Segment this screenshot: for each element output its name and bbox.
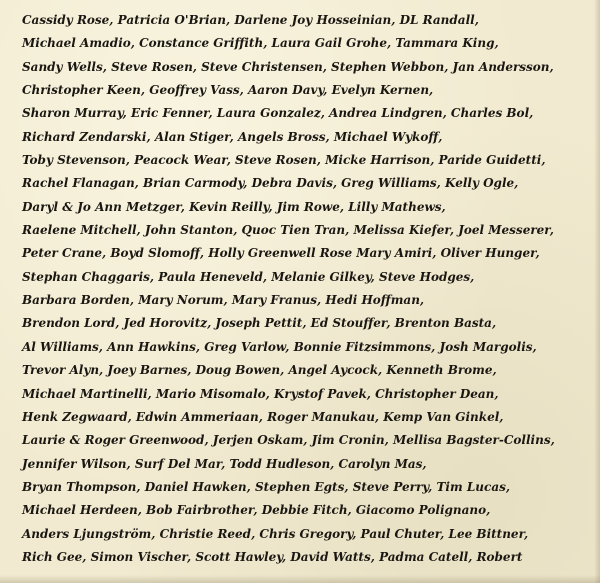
credit-line: Toby Stevenson, Peacock Wear, Steve Rosen, Micke Harrison, Paride Guidetti, bbox=[22, 153, 546, 168]
page-edge-shadow bbox=[594, 0, 600, 583]
credit-line: Cassidy Rose, Patricia O'Brian, Darlene Joy Hosseinian, DL Randall, bbox=[22, 13, 479, 27]
credit-line: Anders Ljungström, Christie Reed, Chris Gregory, Paul Chuter, Lee Bittner, bbox=[22, 526, 529, 541]
credit-line: Raelene Mitchell, John Stanton, Quoc Tien Tran, Melissa Kiefer, Joel Messerer, bbox=[22, 223, 554, 238]
page-edge-shadow bbox=[0, 575, 600, 583]
credit-line: Sandy Wells, Steve Rosen, Steve Christensen, Stephen Webbon, Jan Andersson, bbox=[22, 59, 554, 74]
credit-line: Rich Gee, Simon Vischer, Scott Hawley, David Watts, Padma Catell, Robert bbox=[22, 549, 523, 564]
credit-line: Michael Amadio, Constance Griffith, Laura Gail Grohe, Tammara King, bbox=[22, 36, 499, 51]
credit-line: Christopher Keen, Geoffrey Vass, Aaron Davy, Evelyn Kernen, bbox=[22, 83, 434, 98]
credit-line: Peter Crane, Boyd Slomoff, Holly Greenwell Rose Mary Amiri, Oliver Hunger, bbox=[22, 246, 540, 261]
credit-line: Rachel Flanagan, Brian Carmody, Debra Davis, Greg Williams, Kelly Ogle, bbox=[22, 176, 519, 191]
credit-line: Sharon Murray, Eric Fenner, Laura Gonzalez, Andrea Lindgren, Charles Bol, bbox=[22, 106, 534, 121]
credit-line: Michael Martinelli, Mario Misomalo, Krystof Pavek, Christopher Dean, bbox=[22, 386, 499, 401]
credit-line: Stephan Chaggaris, Paula Heneveld, Melanie Gilkey, Steve Hodges, bbox=[22, 269, 475, 284]
credit-line: Trevor Alyn, Joey Barnes, Doug Bowen, Angel Aycock, Kenneth Brome, bbox=[22, 363, 497, 378]
credit-line: Bryan Thompson, Daniel Hawken, Stephen Egts, Steve Perry, Tim Lucas, bbox=[22, 479, 511, 494]
credit-line: Michael Herdeen, Bob Fairbrother, Debbie Fitch, Giacomo Polignano, bbox=[22, 503, 491, 518]
credit-line: Daryl & Jo Ann Metzger, Kevin Reilly, Jim Rowe, Lilly Mathews, bbox=[22, 199, 446, 214]
credit-line: Henk Zegwaard, Edwin Ammeriaan, Roger Manukau, Kemp Van Ginkel, bbox=[22, 409, 504, 424]
credit-line: Al Williams, Ann Hawkins, Greg Varlow, Bonnie Fitzsimmons, Josh Margolis, bbox=[22, 339, 537, 354]
credit-line: Brendon Lord, Jed Horovitz, Joseph Pettit, Ed Stouffer, Brenton Basta, bbox=[22, 316, 497, 331]
credit-line: Richard Zendarski, Alan Stiger, Angels Bross, Michael Wykoff, bbox=[22, 129, 443, 144]
credits-list bbox=[22, 9, 582, 569]
credit-line: Laurie & Roger Greenwood, Jerjen Oskam, Jim Cronin, Mellisa Bagster-Collins, bbox=[22, 433, 555, 448]
credit-line: Jennifer Wilson, Surf Del Mar, Todd Hudleson, Carolyn Mas, bbox=[22, 456, 427, 471]
credit-line: Barbara Borden, Mary Norum, Mary Franus, Hedi Hoffman, bbox=[22, 293, 425, 308]
